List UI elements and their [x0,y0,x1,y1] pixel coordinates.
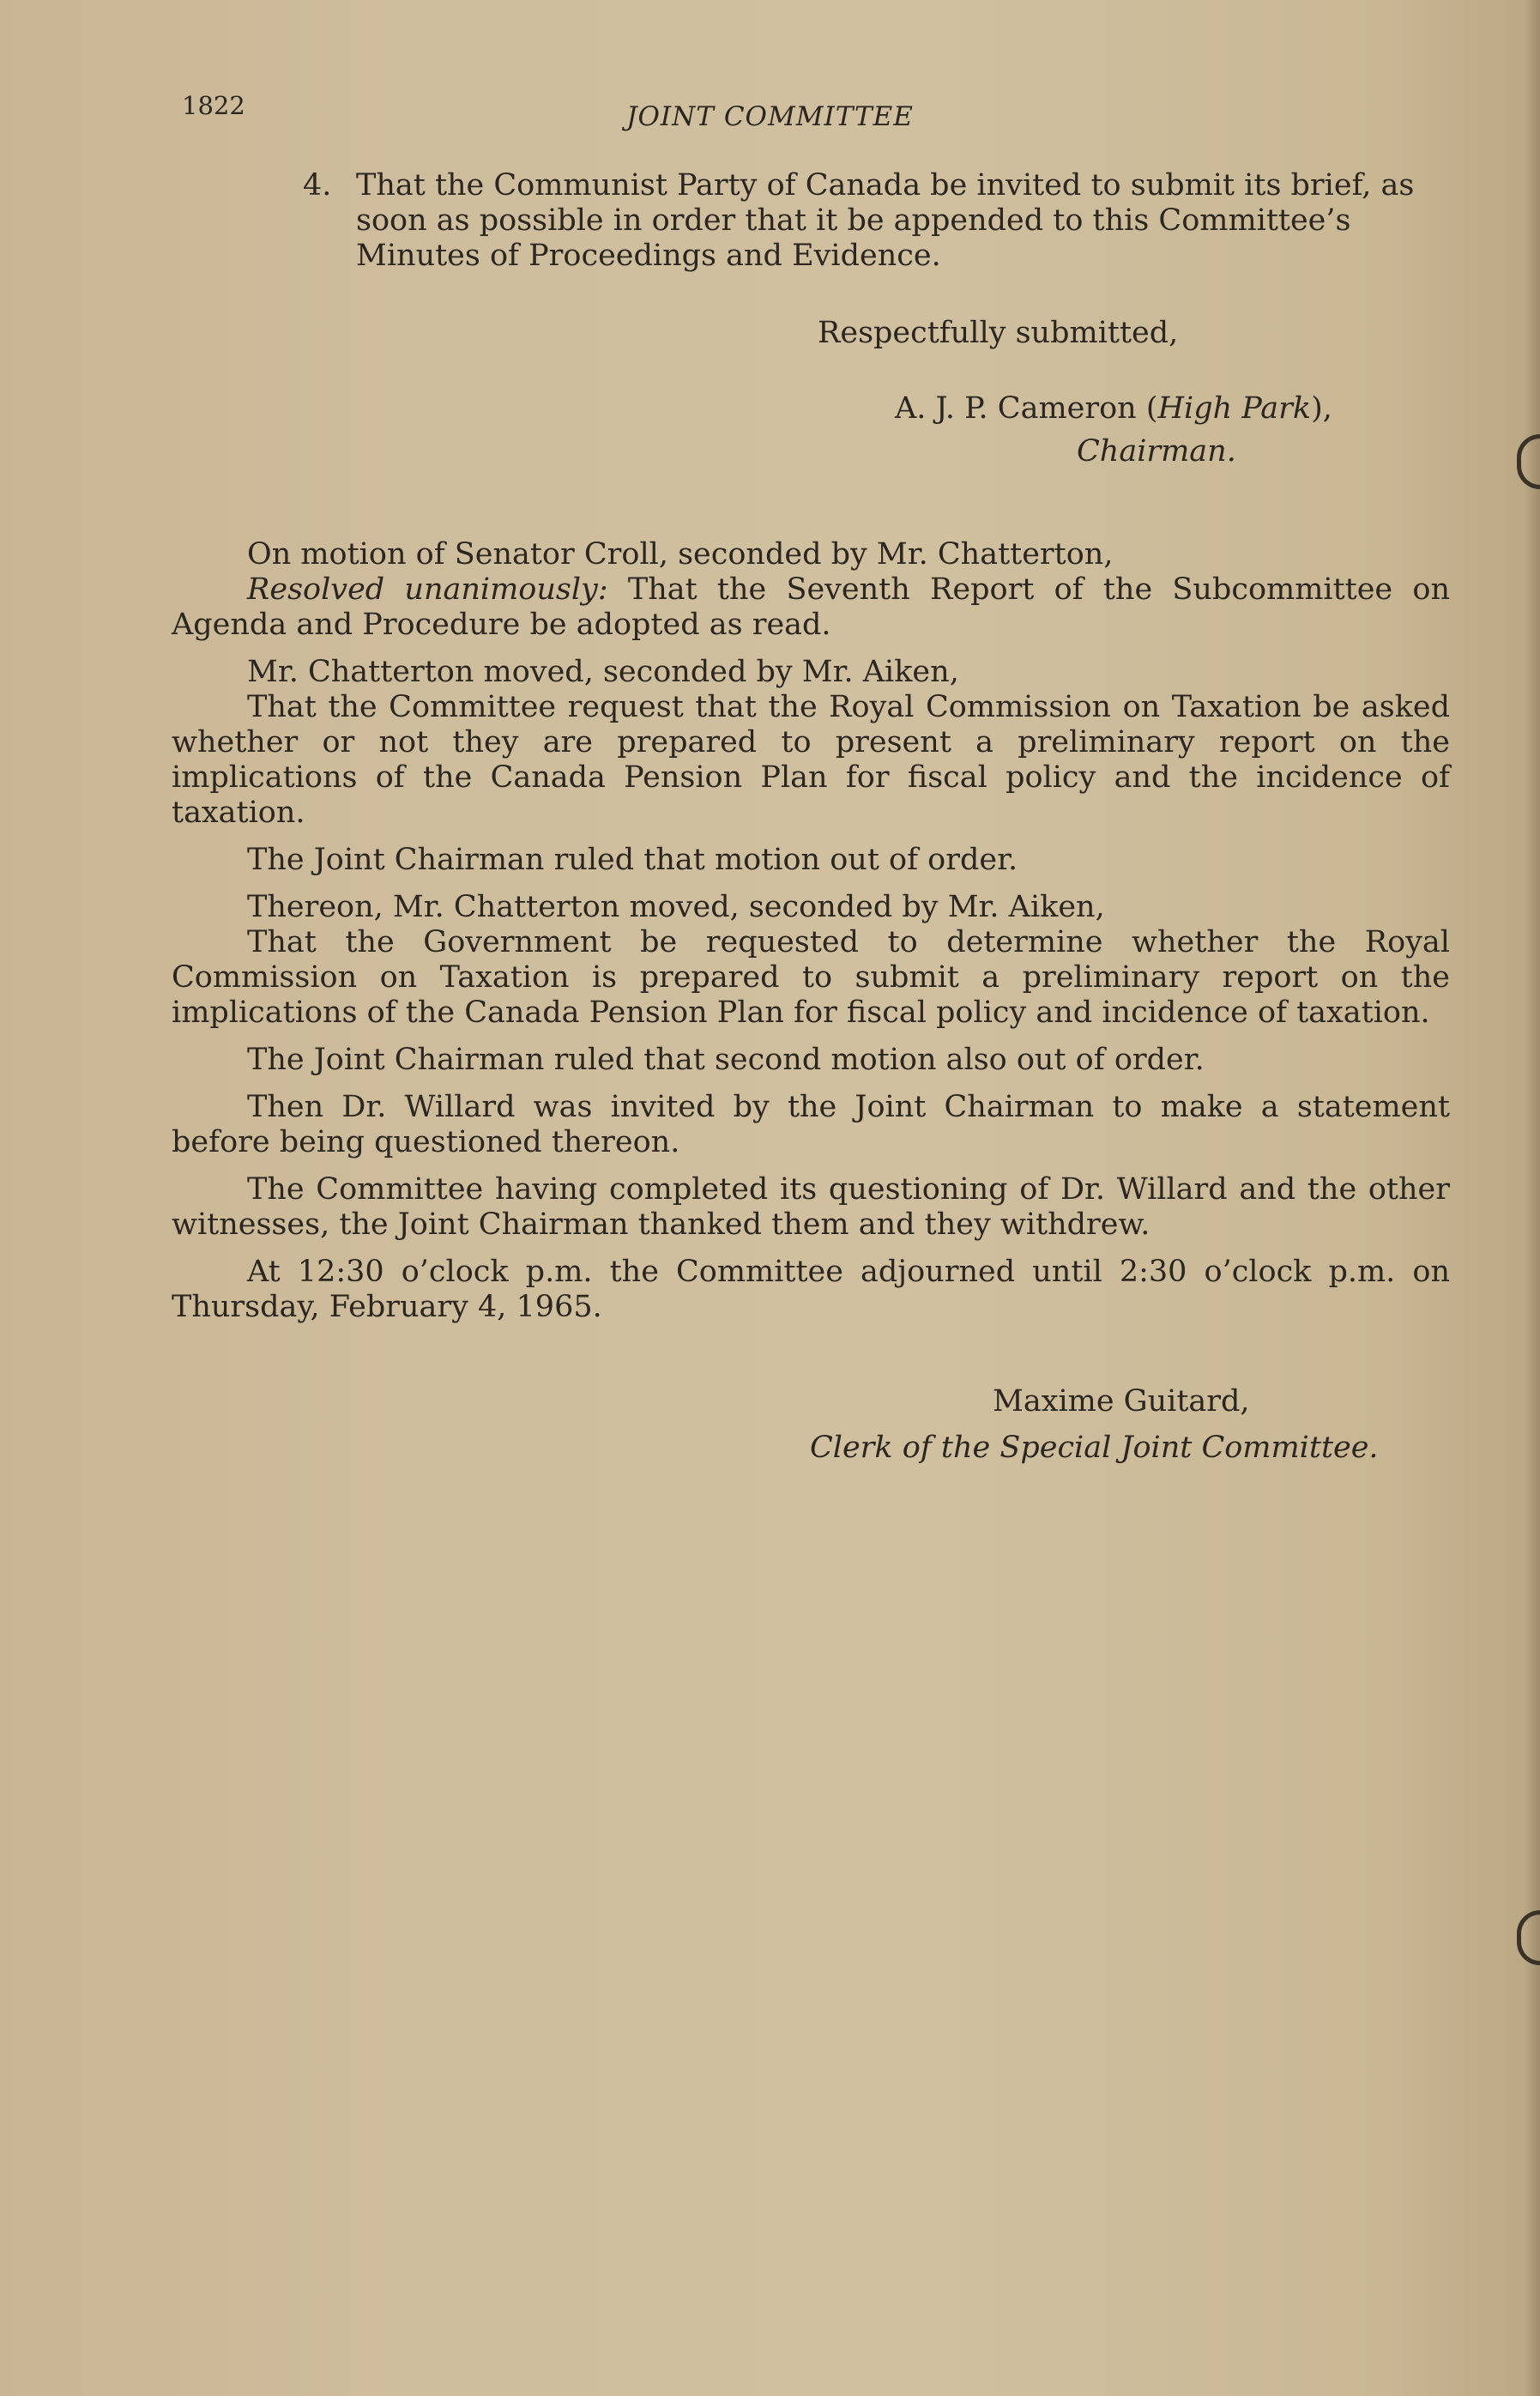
paragraph-adjournment: At 12:30 o’clock p.m. the Committee adjourned until 2:30 o’clock p.m. on Thursday, February 4, 1965. [172,1255,1450,1324]
paragraph-willard-statement: Then Dr. Willard was invited by the Joint Chairman to make a statement before being questioned thereon. [172,1090,1450,1159]
chairman-riding: High Park [1157,391,1312,426]
paragraph-ruling-1: The Joint Chairman ruled that motion out of order. [247,843,1018,877]
resolved-lead: Resolved unanimously: [247,572,608,607]
paragraph-motion-1: That the Committee request that the Royal Commission on Taxation be asked whether or not they are prepared to present a preliminary report on the implications of the Canada Pension Plan for fiscal policy and the incidence of taxation. [172,690,1450,830]
running-head: JOINT COMMITTEE [626,101,914,132]
list-item-4 [305,168,1454,274]
respectfully-submitted: Respectfully submitted, [818,316,1179,350]
paragraph-chatterton-moved: Mr. Chatterton moved, seconded by Mr. Aiken, [247,655,959,689]
binding-mark-top [1517,434,1540,489]
clerk-name: Maxime Guitard, [993,1384,1250,1419]
chairman-name-end: ), [1311,391,1332,426]
paragraph-questioning-complete: The Committee having completed its questioning of Dr. Willard and the other witnesses, the Joint Chairman thanked them and they withdrew. [172,1172,1450,1242]
chairman-title: Chairman. [1077,434,1236,469]
list-item-number: 4. [303,168,332,203]
paragraph-motion-croll: On motion of Senator Croll, seconded by Mr. Chatterton, [247,537,1114,572]
binding-mark-bottom [1517,1910,1540,1965]
chairman-signature [895,391,1332,427]
list-item-text: That the Communist Party of Canada be invited to submit its brief, as soon as possible in order that it be appended to this Committee’s Minutes of Proceedings and Evidence. [356,168,1415,273]
paragraph-thereon: Thereon, Mr. Chatterton moved, seconded by Mr. Aiken, [247,890,1105,924]
page-edge-shadow [1525,0,1540,2396]
page-number: 1822 [182,91,245,120]
paragraph-motion-2: That the Government be requested to determine whether the Royal Commission on Taxation is prepared to submit a preliminary report on the implications of the Canada Pension Plan for fiscal policy and incidence of taxation. [172,925,1450,1030]
resolved-text: That the Seventh Report of the Subcommittee on Agenda and Procedure be adopted as read. [172,572,1450,642]
paragraph-resolved [172,572,1450,643]
clerk-title: Clerk of the Special Joint Committee. [810,1431,1379,1465]
paragraph-ruling-2: The Joint Chairman ruled that second motion also out of order. [247,1043,1205,1077]
chairman-name: A. J. P. Cameron ( [895,391,1158,426]
proceedings-body [172,537,1450,1325]
